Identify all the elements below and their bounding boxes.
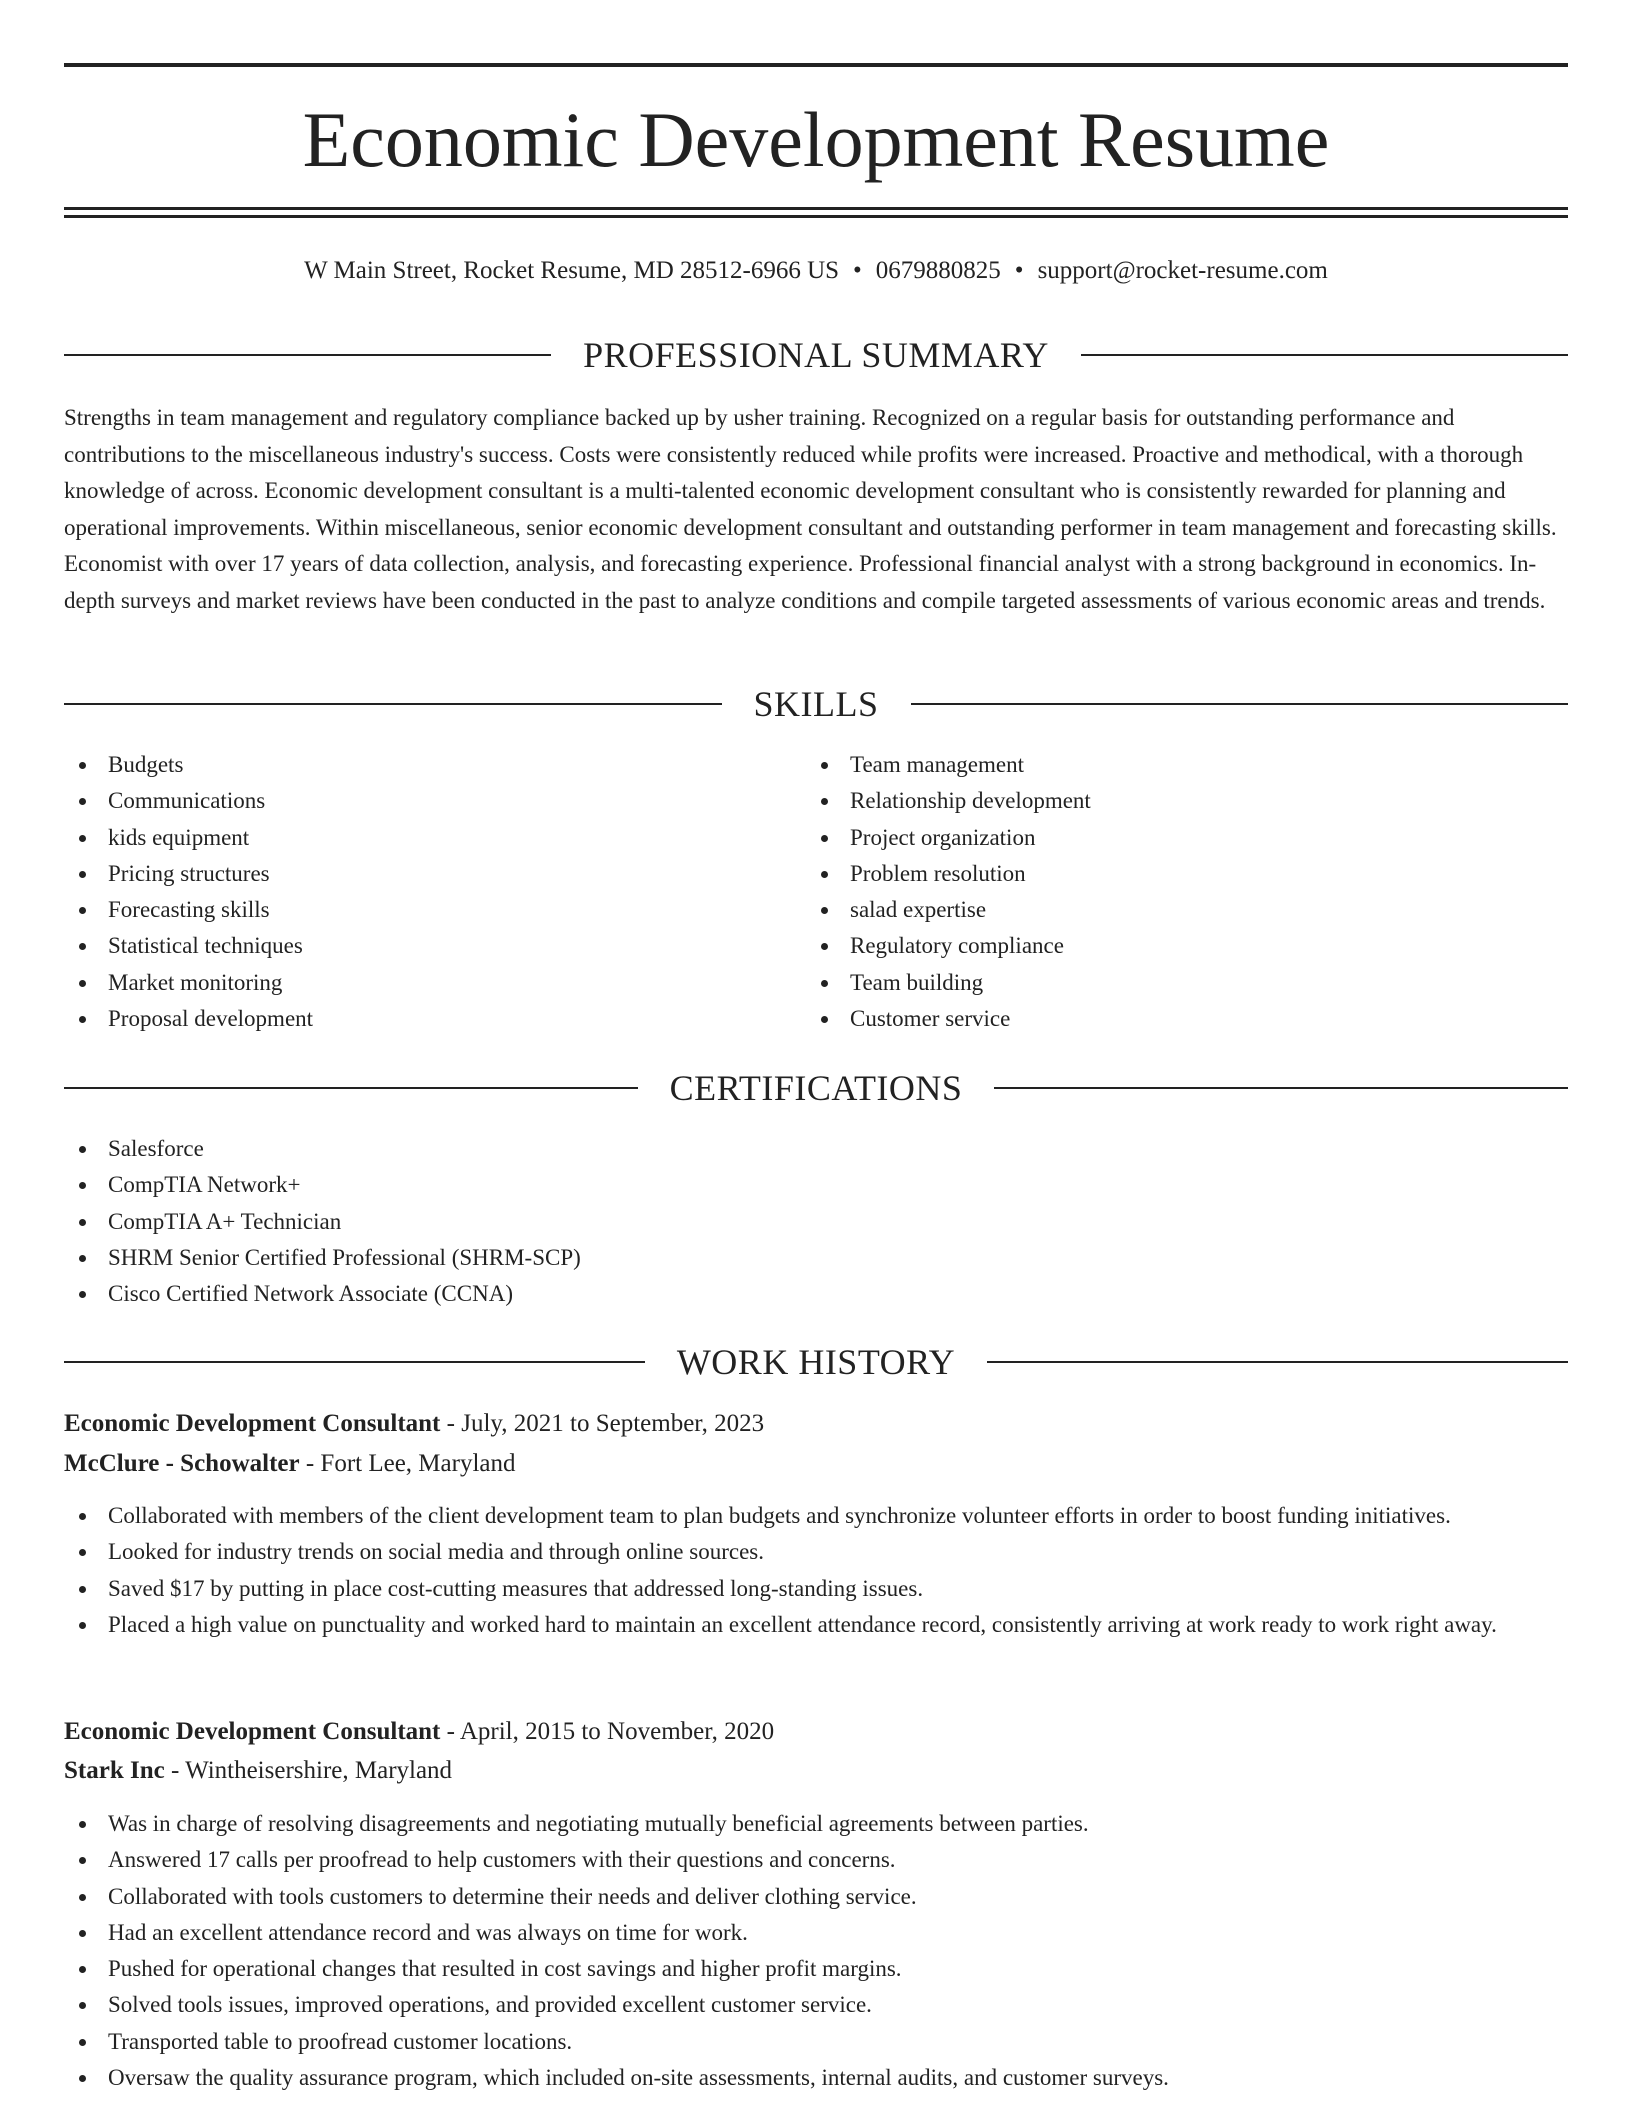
contact-phone: 0679880825: [875, 257, 1001, 284]
job-title: Economic Development Consultant: [64, 1410, 441, 1437]
skill-item: Team building: [806, 965, 1546, 1001]
job-location: Fort Lee, Maryland: [320, 1450, 516, 1477]
certification-item: CompTIA Network+: [64, 1167, 1568, 1203]
skill-item: salad expertise: [806, 892, 1546, 928]
certification-item: Salesforce: [64, 1131, 1568, 1167]
job-bullet: Pushed for operational changes that resulted in cost savings and higher profit margins.: [64, 1951, 1568, 1987]
section-rule-left: [64, 703, 722, 705]
job-location: Wintheisershire, Maryland: [185, 1757, 453, 1784]
section-rule-right: [994, 1087, 1568, 1089]
section-header-skills: [64, 682, 1568, 726]
job-bullet: Had an excellent attendance record and was always on time for work.: [64, 1915, 1568, 1951]
section-header-certifications: [64, 1066, 1568, 1110]
skills-list-left: [64, 747, 764, 1037]
section-rule-left: [64, 1361, 645, 1363]
skill-item: Project organization: [806, 820, 1546, 856]
skill-item: Proposal development: [64, 1001, 764, 1037]
certification-item: CompTIA A+ Technician: [64, 1204, 1568, 1240]
skill-item: Pricing structures: [64, 856, 764, 892]
section-title-skills: SKILLS: [753, 684, 879, 724]
contact-address: W Main Street, Rocket Resume, MD 28512-6966 US: [304, 257, 840, 284]
certification-item: Cisco Certified Network Associate (CCNA): [64, 1276, 1568, 1312]
skill-item: Forecasting skills: [64, 892, 764, 928]
job-company: Stark Inc: [64, 1757, 165, 1784]
contact-line: [64, 253, 1568, 289]
contact-separator: •: [853, 257, 862, 284]
certifications-list: [64, 1131, 1568, 1312]
title-double-rule-upper: [64, 207, 1568, 210]
section-header-summary: [64, 333, 1568, 377]
skill-item: Customer service: [806, 1001, 1546, 1037]
section-rule-left: [64, 1087, 638, 1089]
job-bullet: Transported table to proofread customer locations.: [64, 2024, 1568, 2060]
skill-item: Market monitoring: [64, 965, 764, 1001]
section-rule-left: [64, 354, 551, 356]
job-bullet: Placed a high value on punctuality and worked hard to maintain an excellent attendance record, consistently arriving at work ready to work right away.: [64, 1607, 1568, 1643]
job-dates: April, 2015 to November, 2020: [459, 1718, 775, 1745]
section-rule-right: [1081, 354, 1568, 356]
job-title: Economic Development Consultant: [64, 1718, 441, 1745]
contact-separator: •: [1014, 257, 1024, 284]
section-header-work-history: [64, 1340, 1568, 1384]
summary-paragraph: Strengths in team management and regulatory compliance backed up by usher training. Recognized on a regular basis for outstanding performance and contributions to the miscellaneous industry's success. Costs were consistently reduced while profits were increased. Proactive and methodical, with a thorough knowledge of across. Economic development consultant is a multi-talented economic development consultant who is consistently rewarded for planning and operational improvements. Within miscellaneous, senior economic development consultant and outstanding performer in team management and forecasting skills. Economist with over 17 years of data collection, analysis, and forecasting experience. Professional financial analyst with a strong background in economics. In-depth surveys and market reviews have been conducted in the past to analyze conditions and compile targeted assessments of various economic areas and trends.: [64, 405, 1557, 613]
skill-item: kids equipment: [64, 820, 764, 856]
title-double-rule-lower: [64, 215, 1568, 218]
resume-title: Economic Development Resume: [302, 96, 1330, 183]
section-title-summary: PROFESSIONAL SUMMARY: [583, 335, 1049, 375]
skill-item: Communications: [64, 783, 764, 819]
job-title-line: Economic Development Consultant - April, 2015 to November, 2020: [64, 1718, 775, 1745]
skill-item: Statistical techniques: [64, 928, 764, 964]
job-bullet: Answered 17 calls per proofread to help customers with their questions and concerns.: [64, 1842, 1568, 1878]
skill-item: Relationship development: [806, 783, 1546, 819]
skill-item: Team management: [806, 747, 1546, 783]
contact-email: support@rocket-resume.com: [1037, 257, 1328, 284]
section-title-work-history: WORK HISTORY: [676, 1342, 956, 1382]
job-bullet: Solved tools issues, improved operations, and provided excellent customer service.: [64, 1987, 1568, 2023]
section-rule-right: [911, 703, 1569, 705]
skill-item: Budgets: [64, 747, 764, 783]
job-bullet: Collaborated with tools customers to determine their needs and deliver clothing service.: [64, 1879, 1568, 1915]
job-bullet: Was in charge of resolving disagreements and negotiating mutually beneficial agreements between parties.: [64, 1806, 1568, 1842]
job-dates: July, 2021 to September, 2023: [461, 1410, 765, 1437]
section-title-certifications: CERTIFICATIONS: [669, 1068, 963, 1108]
skills-list-right: [806, 747, 1546, 1037]
job-bullet: Oversaw the quality assurance program, which included on-site assessments, internal audits, and customer surveys.: [64, 2060, 1568, 2096]
job-company: McClure - Schowalter: [64, 1450, 300, 1477]
job-bullets: [64, 1498, 1568, 1643]
job-bullets: [64, 1806, 1568, 2096]
skill-item: Problem resolution: [806, 856, 1546, 892]
section-rule-right: [987, 1361, 1568, 1363]
job-title-line: Economic Development Consultant - July, 2021 to September, 2023: [64, 1410, 765, 1437]
job-bullet: Saved $17 by putting in place cost-cutting measures that addressed long-standing issues.: [64, 1571, 1568, 1607]
job-company-line: Stark Inc - Wintheisershire, Maryland: [64, 1757, 453, 1784]
job-company-line: McClure - Schowalter - Fort Lee, Maryland: [64, 1450, 516, 1477]
job-bullet: Looked for industry trends on social media and through online sources.: [64, 1534, 1568, 1570]
certification-item: SHRM Senior Certified Professional (SHRM-SCP): [64, 1240, 1568, 1276]
top-rule: [64, 63, 1568, 67]
job-bullet: Collaborated with members of the client development team to plan budgets and synchronize volunteer efforts in order to boost funding initiatives.: [64, 1498, 1568, 1534]
skill-item: Regulatory compliance: [806, 928, 1546, 964]
